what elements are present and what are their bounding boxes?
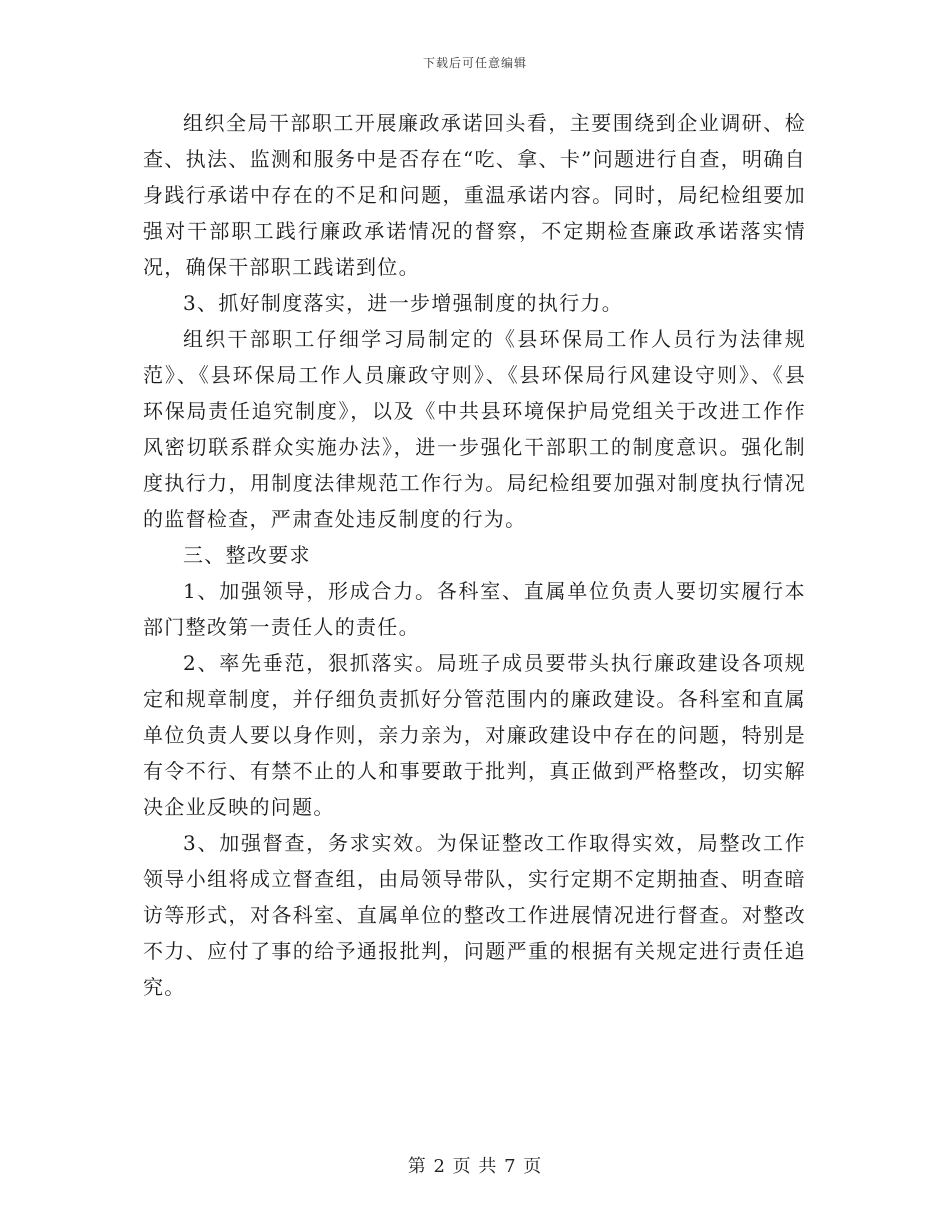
paragraph-integrity-review: 组织全局干部职工开展廉政承诺回头看，主要围绕到企业调研、检查、执法、监测和服务中是否存在“吃、拿、卡”问题进行自查，明确自身践行承诺中存在的不足和问题，重温承诺内容。同时，局纪检组要加强对干部职工践行廉政承诺情况的督察，不定期检查廉政承诺落实情况，确保干部职工践诺到位。 [143, 111, 806, 279]
paragraph-system-study: 组织干部职工仔细学习局制定的《县环保局工作人员行为法律规范》、《县环保局工作人员廉政守则》、《县环保局行风建设守则》、《县环保局责任追究制度》，以及《中共县环境保护局党组关于改进工作作风密切联系群众实施办法》，进一步强化干部职工的制度意识。强化制度执行力，用制度法律规范工作行为。局纪检组要加强对制度执行情况的监督检查，严肃查处违反制度的行为。 [143, 327, 806, 531]
page-number: 2 [433, 1156, 446, 1177]
footer-middle: 页 共 [452, 1156, 498, 1177]
page-total: 7 [504, 1156, 517, 1177]
paragraph-leadership: 1、加强领导，形成合力。各科室、直属单位负责人要切实履行本部门整改第一责任人的责任。 [143, 579, 806, 639]
header-note: 下载后可任意编辑 [422, 56, 527, 70]
footer-prefix: 第 [407, 1156, 427, 1177]
section-heading-requirements: 三、整改要求 [183, 543, 311, 567]
footer-suffix: 页 [523, 1156, 543, 1177]
page-footer [0, 1152, 950, 1178]
document-body [143, 105, 806, 1005]
paragraph-system-heading: 3、抓好制度落实，进一步增强制度的执行力。 [183, 291, 624, 315]
paragraph-lead-by-example: 2、率先垂范，狠抓落实。局班子成员要带头执行廉政建设各项规定和规章制度，并仔细负责抓好分管范围内的廉政建设。各科室和直属单位负责人要以身作则，亲力亲为，对廉政建设中存在的问题，特别是有令不行、有禁不止的人和事要敢于批判，真正做到严格整改，切实解决企业反映的问题。 [143, 651, 806, 819]
paragraph-supervision: 3、加强督查，务求实效。为保证整改工作取得实效，局整改工作领导小组将成立督查组，由局领导带队，实行定期不定期抽查、明查暗访等形式，对各科室、直属单位的整改工作进展情况进行督查。对整改不力、应付了事的给予通报批判，问题严重的根据有关规定进行责任追究。 [143, 831, 806, 999]
